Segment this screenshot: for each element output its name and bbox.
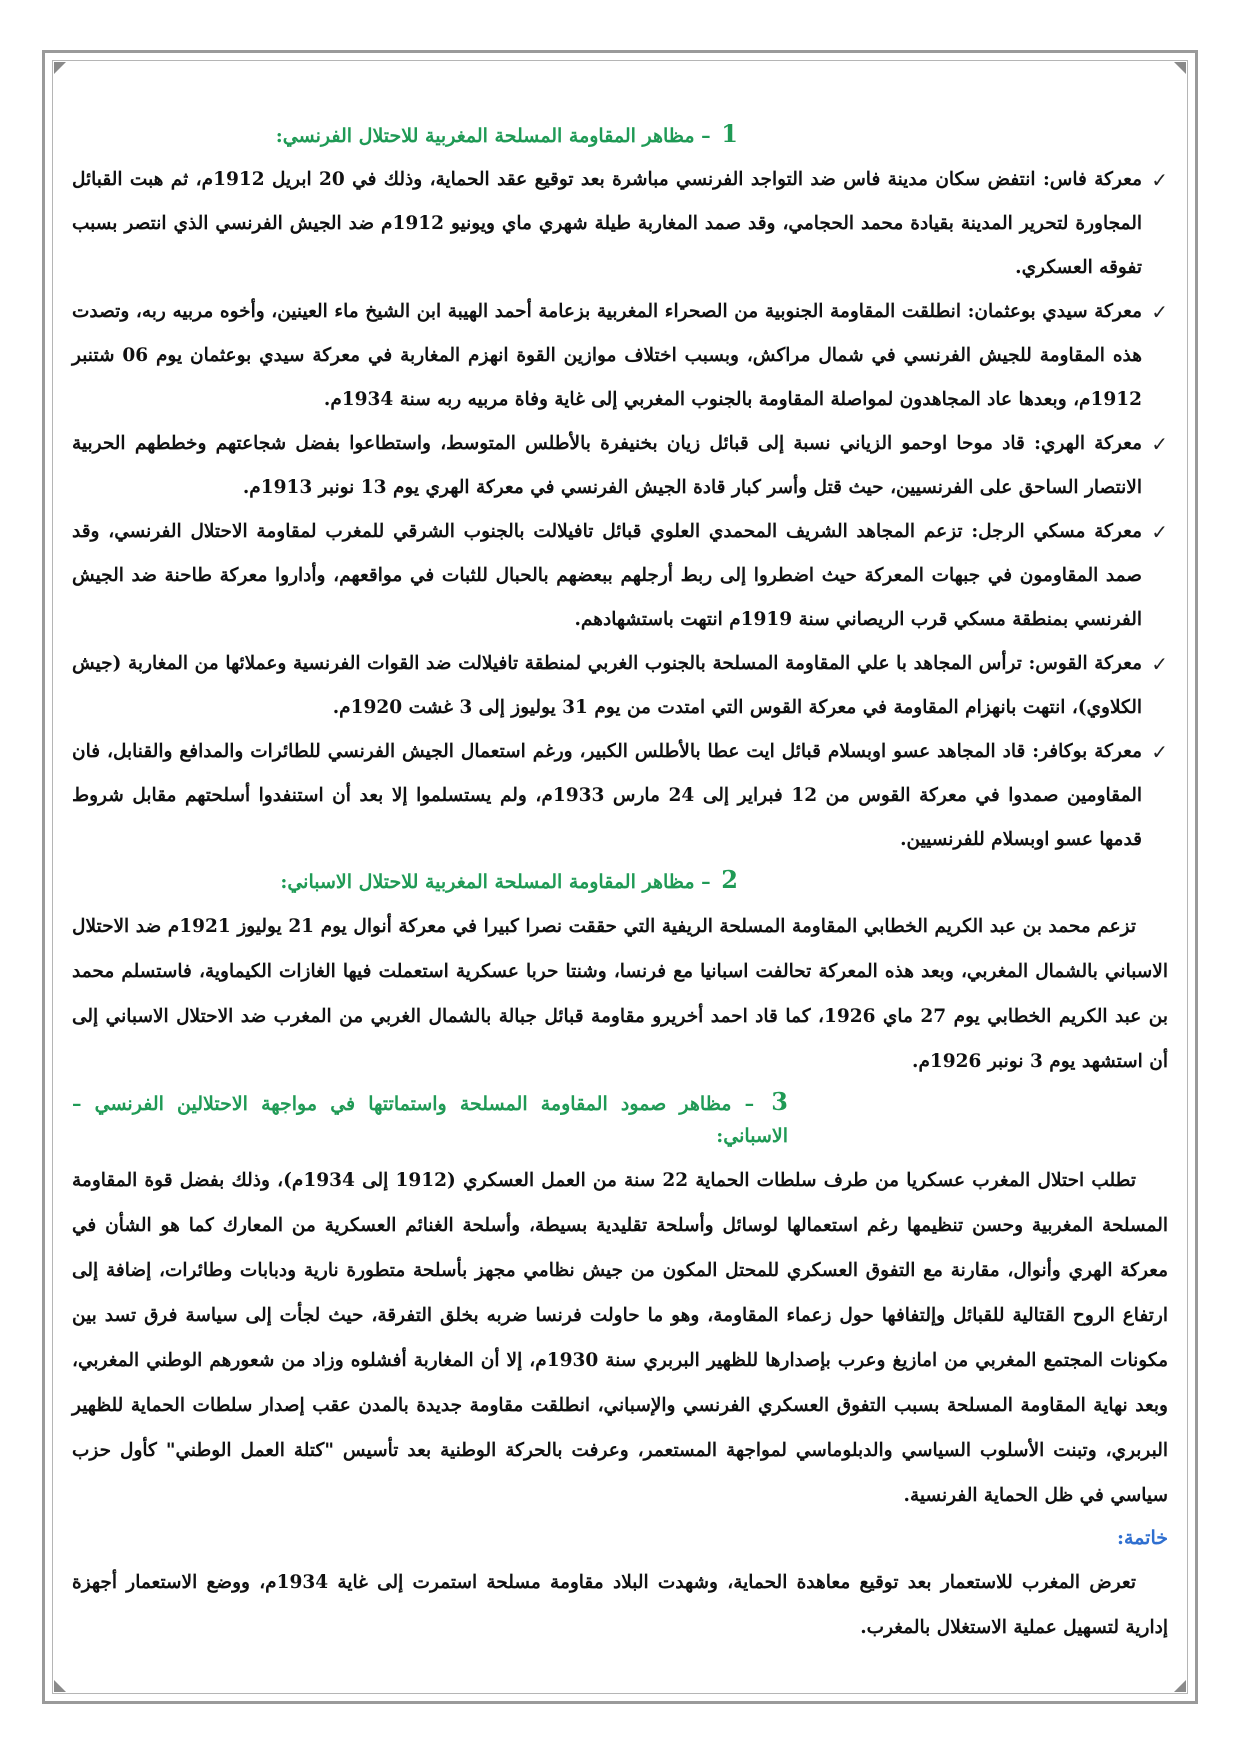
check-icon: ✓ <box>1151 740 1168 764</box>
section-2-title: – مظاهر المقاومة المسلحة المغربية للاحتلال الاسباني: <box>280 871 711 893</box>
check-icon: ✓ <box>1151 300 1168 324</box>
corner-ornament-icon <box>54 1680 66 1692</box>
check-icon: ✓ <box>1151 652 1168 676</box>
section-3-title: – مظاهر صمود المقاومة المسلحة واستماتتها في مواجهة الاحتلالين الفرنسي – الاسباني: <box>72 1093 788 1147</box>
conclusion-heading: خاتمة: <box>1116 1527 1168 1549</box>
list-item <box>72 290 1168 422</box>
list-item <box>72 730 1168 862</box>
section-2-number: 2 <box>721 865 738 894</box>
section-2-paragraph: تزعم محمد بن عبد الكريم الخطابي المقاومة المسلحة الريفية التي حققت نصرا كبيرا في معركة أنوال يوم 21 يوليوز 1921م ضد الاحتلال الاسباني بالشمال المغربي، وبعد هذه المعركة تحالفت اسبانيا مع فرنسا، وشنتا حربا عسكرية استعملت فيها الغازات الكيماوية، فاستسلم محمد بن عبد الكريم الخطابي يوم 27 ماي 1926، كما قاد احمد أخريرو مقاومة قبائل جبالة بالشمال الغربي من المغرب ضد الاحتلال الاسباني إلى أن استشهد يوم 3 نونبر 1926م. <box>72 916 1168 1072</box>
section-3-number: 3 <box>771 1087 788 1116</box>
check-icon: ✓ <box>1151 520 1168 544</box>
battles-list <box>72 158 1168 862</box>
list-item <box>72 422 1168 510</box>
list-item <box>72 642 1168 730</box>
list-item <box>72 510 1168 642</box>
list-item <box>72 158 1168 290</box>
section-3-heading <box>72 1086 1168 1152</box>
section-1-heading <box>72 118 1168 152</box>
battle-text: معركة الهري: قاد موحا اوحمو الزياني نسبة إلى قبائل زيان بخنيفرة بالأطلس المتوسط، واستطاعوا بفضل شجاعتهم وخططهم الحربية الانتصار الساحق على الفرنسيين، حيث قتل وأسر كبار قادة الجيش الفرنسي في معركة الهري يوم 13 نونبر 1913م. <box>72 433 1142 498</box>
corner-ornament-icon <box>1174 1680 1186 1692</box>
section-2-heading <box>72 864 1168 898</box>
conclusion-paragraph: تعرض المغرب للاستعمار بعد توقيع معاهدة الحماية، وشهدت البلاد مقاومة مسلحة استمرت إلى غاية 1934م، ووضع الاستعمار أجهزة إدارية لتسهيل عملية الاستغلال بالمغرب. <box>72 1572 1168 1638</box>
section-1-number: 1 <box>721 119 738 148</box>
document-body <box>72 118 1168 1650</box>
corner-ornament-icon <box>54 62 66 74</box>
check-icon: ✓ <box>1151 432 1168 456</box>
section-1-title: – مظاهر المقاومة المسلحة المغربية للاحتلال الفرنسي: <box>275 125 711 147</box>
section-3-paragraph: تطلب احتلال المغرب عسكريا من طرف سلطات الحماية 22 سنة من العمل العسكري (1912 إلى 1934م)، وذلك بفضل قوة المقاومة المسلحة المغربية وحسن تنظيمها رغم استعمالها لوسائل وأسلحة تقليدية بسيطة، وأسلحة الغنائم العسكرية من المعارك كما هو الشأن في معركة الهري وأنوال، مقارنة مع التفوق العسكري للمحتل المكون من جيش نظامي مجهز بأسلحة متطورة نارية ودبابات وطائرات، إضافة إلى ارتفاع الروح القتالية للقبائل وإلتفافها حول زعماء المقاومة، وهو ما حاولت فرنسا ضربه بخلق التفرقة، حيث لجأت إلى سياسة فرق تسد بين مكونات المجتمع المغربي من امازيغ وعرب بإصدارها للظهير البربري سنة 1930م، إلا أن المغاربة أفشلوه وزاد من شعورهم الوطني المغربي، وبعد نهاية المقاومة المسلحة بسبب التفوق العسكري الفرنسي والإسباني، انطلقت مقاومة جديدة بالمدن عقب إصدار سلطات الحماية للظهير البربري، وتبنت الأسلوب السياسي والدبلوماسي لمواجهة المستعمر، وعرفت بالحركة الوطنية بعد تأسيس "كتلة العمل الوطني" كأول حزب سياسي في ظل الحماية الفرنسية. <box>72 1170 1168 1506</box>
battle-text: معركة القوس: ترأس المجاهد با علي المقاومة المسلحة بالجنوب الغربي لمنطقة تافيلالت ضد القوات الفرنسية وعملائها من المغاربة (جيش الكلاوي)، انتهت بانهزام المقاومة في معركة القوس التي امتدت من يوم 31 يوليوز إلى 3 غشت 1920م. <box>72 653 1142 718</box>
battle-text: معركة بوكافر: قاد المجاهد عسو اوبسلام قبائل ايت عطا بالأطلس الكبير، ورغم استعمال الجيش الفرنسي للطائرات والمدافع والقنابل، فان المقاومين صمدوا في معركة القوس من 12 فبراير إلى 24 مارس 1933م، ولم يستسلموا إلا بعد أن استنفدوا أسلحتهم مقابل شروط قدمها عسو اوبسلام للفرنسيين. <box>72 741 1142 850</box>
battle-text: معركة سيدي بوعثمان: انطلقت المقاومة الجنوبية من الصحراء المغربية بزعامة أحمد الهيبة ابن الشيخ ماء العينين، وأخوه مربيه ربه، وتصدت هذه المقاومة للجيش الفرنسي في شمال مراكش، وبسبب اختلاف موازين القوة انهزم المغاربة في معركة سيدي بوعثمان يوم 06 شتنبر 1912م، وبعدها عاد المجاهدون لمواصلة المقاومة بالجنوب المغربي إلى غاية وفاة مربيه ربه سنة 1934م. <box>72 301 1142 410</box>
check-icon: ✓ <box>1151 168 1168 192</box>
corner-ornament-icon <box>1174 62 1186 74</box>
battle-text: معركة مسكي الرجل: تزعم المجاهد الشريف المحمدي العلوي قبائل تافيلالت بالجنوب الشرقي للمغرب لمقاومة الاحتلال الفرنسي، وقد صمد المقاومون في جبهات المعركة حيث اضطروا إلى ربط أرجلهم ببعضهم بالحبال للثبات في مواقعهم، وأداروا معركة طاحنة ضد الجيش الفرنسي بمنطقة مسكي قرب الريصاني سنة 1919م انتهت باستشهادهم. <box>72 521 1142 630</box>
battle-text: معركة فاس: انتفض سكان مدينة فاس ضد التواجد الفرنسي مباشرة بعد توقيع عقد الحماية، وذلك في 20 ابريل 1912م، ثم هبت القبائل المجاورة لتحرير المدينة بقيادة محمد الحجامي، وقد صمد المغاربة طيلة شهري ماي ويونيو 1912م ضد الجيش الفرنسي الذي انتصر بسبب تفوقه العسكري. <box>72 169 1142 278</box>
